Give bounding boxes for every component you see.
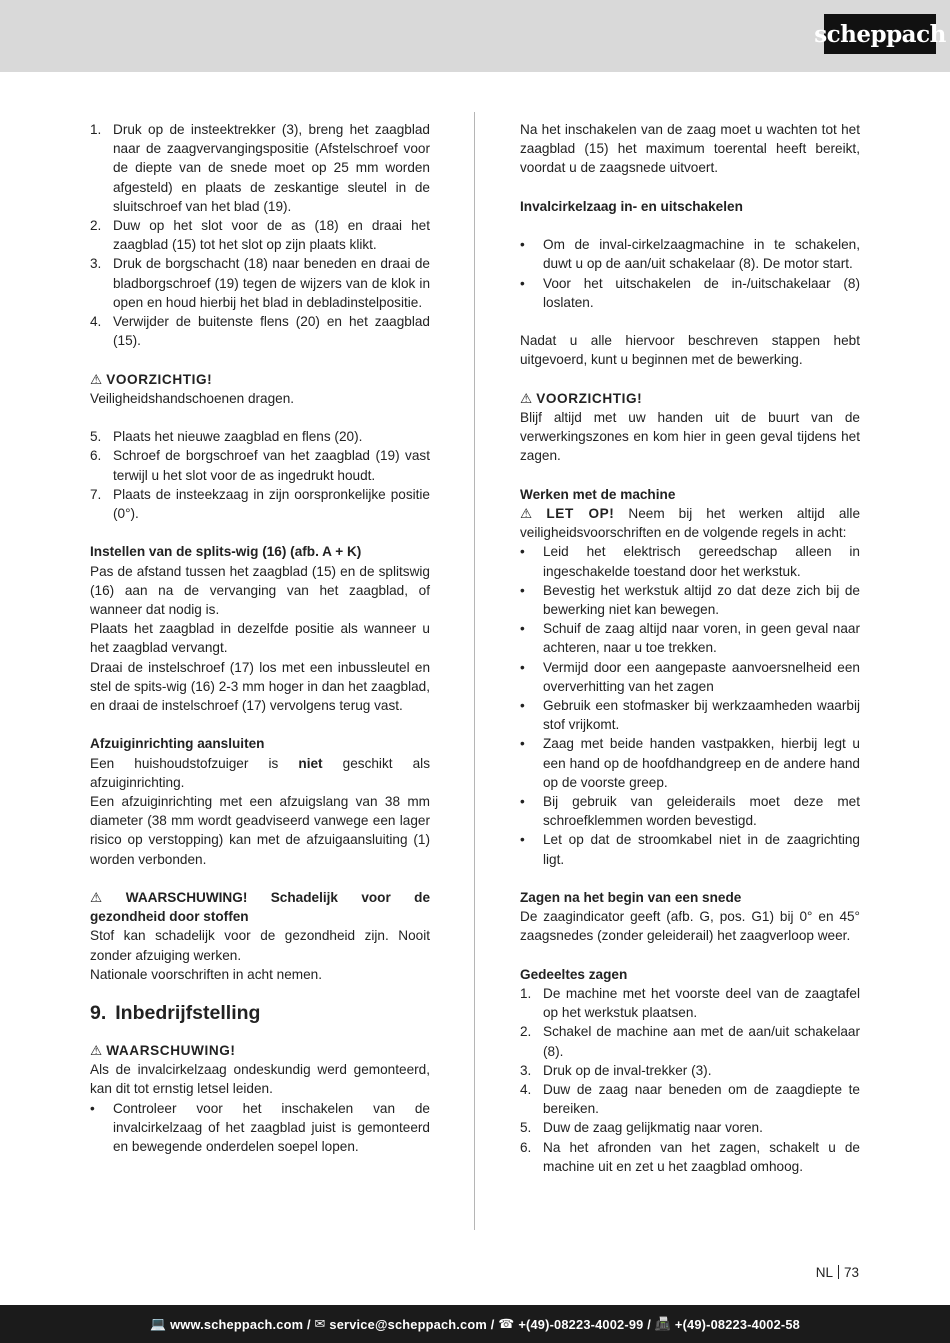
warning-heading: ⚠ WAARSCHUWING! [90, 1043, 236, 1059]
caution-text: Blijf altijd met uw handen uit de buurt van de verwerkingszones en kom hier in geen geval tijdens het zagen. [520, 409, 860, 464]
list-item: 1. De machine met het voorste deel van de zaagtafel op het werkstuk plaatsen. [520, 986, 860, 1021]
computer-icon: 💻 [150, 1316, 167, 1331]
list-item: 5. Plaats het nieuwe zaagblad en flens (20). [90, 429, 363, 445]
list-item: • Controleer voor het inschakelen van de invalcirkelzaag of het zaagblad juist is gemonteerd en bewegende onderdelen soepel lopen. [90, 1100, 430, 1155]
blade-mount-steps [90, 427, 430, 523]
caution-text: Veiligheidshandschoenen dragen. [90, 390, 295, 406]
caution-heading: ⚠ VOORZICHTIG! [520, 390, 643, 406]
list-item: • Leid het elektrisch gereedschap alleen in ingeschakelde toestand door het werkstuk. [520, 544, 860, 579]
section-heading: Afzuiginrichting aansluiten [90, 736, 265, 752]
list-item: • Voor het uitschakelen de in-/uitschakelaar (8) loslaten. [520, 275, 860, 310]
scheppach-logo: scheppach [824, 14, 936, 54]
list-item: 7. Plaats de insteekzaag in zijn oorspronkelijke positie (0°). [90, 486, 430, 522]
list-item: 4. Duw de zaag naar beneden om de zaagdiepte te bereiken. [520, 1082, 860, 1117]
list-item: • Vermijd door een aangepaste aanvoersnelheid een oververhitting van het zagen [520, 659, 860, 694]
fax-number: +(49)-08223-4002-58 [674, 1316, 800, 1332]
section-heading: Invalcirkelzaag in- en uitschakelen [520, 198, 743, 214]
warning-triangle-icon: ⚠ [90, 1043, 103, 1059]
list-item: • Schuif de zaag altijd naar voren, in geen geval naar achteren, naar u toe trekken. [520, 621, 860, 656]
header-bar [0, 0, 950, 72]
left-column [90, 120, 430, 1156]
phone-icon: ☎ [498, 1316, 515, 1331]
blade-change-steps [90, 120, 430, 350]
page-number: NL 73 [815, 1265, 859, 1280]
warning-triangle-icon: ⚠ [520, 390, 533, 406]
paragraph: Nadat u alle hiervoor beschreven stappen hebt uitgevoerd, kunt u beginnen met de bewerking. [520, 333, 860, 368]
list-item: 3. Druk de borgschacht (18) naar beneden en draai de bladborgschroef (19) tegen de wijzers van de klok in open en houd hierbij het blad in debladinstelpositie. [90, 256, 430, 310]
chapter-heading: 9. Inbedrijfstelling [90, 1002, 261, 1025]
list-item: 5. Duw de zaag gelijkmatig naar voren. [520, 1120, 763, 1136]
list-item: 3. Druk op de inval-trekker (3). [520, 1062, 712, 1078]
paragraph: Een huishoudstofzuiger is niet geschikt als afzuiginrichting. [90, 755, 430, 790]
bullet-list [520, 542, 860, 868]
cutting-steps [520, 984, 860, 1176]
email-link[interactable]: service@scheppach.com / [329, 1316, 495, 1332]
list-item: • Bij gebruik van geleiderails moet deze met schroefklemmen worden bevestigd. [520, 794, 860, 829]
phone-number: +(49)-08223-4002-99 / [518, 1316, 651, 1332]
paragraph: De zaagindicator geeft (afb. G, pos. G1) bij 0° en 45° zaagsnedes (zonder geleiderail) het zaagverloop weer. [520, 909, 860, 944]
list-item: • Om de inval-cirkelzaagmachine in te schakelen, duwt u op de aan/uit schakelaar (8). De motor start. [520, 237, 860, 272]
list-item: 6. Schroef de borgschroef van het zaagblad (19) vast terwijl u het slot voor de as ingedrukt houdt. [90, 448, 430, 483]
warning-triangle-icon: ⚠ [90, 890, 122, 906]
separator [838, 1265, 839, 1279]
list-item: • Gebruik een stofmasker bij werkzaamheden waarbij stof vrijkomt. [520, 698, 860, 733]
list-item: • Let op dat de stroomkabel niet in de zaagrichting ligt. [520, 832, 860, 867]
bullet-list [520, 235, 860, 312]
list-item: • Zaag met beide handen vastpakken, hierbij legt u een hand op de hoofdhandgreep en de andere hand op de voorste greep. [520, 736, 860, 790]
website-link[interactable]: www.scheppach.com / [170, 1316, 311, 1332]
paragraph: Nationale voorschriften in acht nemen. [90, 966, 322, 982]
section-heading: Gedeeltes zagen [520, 966, 628, 982]
warning-heading: ⚠ WAARSCHUWING! Schadelijk voor de gezondheid door stoffen [90, 890, 430, 925]
list-item: 2. Schakel de machine aan met de aan/uit schakelaar (8). [520, 1024, 860, 1059]
paragraph: Plaats het zaagblad in dezelfde positie als wanneer u het zaagblad vervangt. [90, 621, 430, 656]
paragraph: Als de invalcirkelzaag ondeskundig werd gemonteerd, kan dit tot ernstig letsel leiden. [90, 1062, 430, 1097]
right-column [520, 120, 860, 1176]
bullet-list [90, 1099, 430, 1157]
caution-heading: ⚠ VOORZICHTIG! [90, 371, 213, 387]
section-heading: Instellen van de splits-wig (16) (afb. A + K) [90, 544, 362, 560]
column-divider [474, 112, 475, 1230]
list-item: 6. Na het afronden van het zagen, schakelt u de machine uit en zet u het zaagblad omhoog. [520, 1139, 860, 1174]
list-item: 1. Druk op de insteektrekker (3), breng het zaagblad naar de zaagvervangingspositie (Afstelschroef voor de diepte van de snede moet op 25 mm worden afgesteld) en plaats de zeskantige sleutel in de sluitschroef van het blad (19). [90, 122, 430, 214]
paragraph: Draai de instelschroef (17) los met een inbussleutel en stel de spits-wig (16) 2-3 mm hoger in dan het zaagblad, en draai de instelschroef (17) vervolgens terug vast. [90, 659, 430, 714]
section-heading: Werken met de machine [520, 486, 676, 502]
list-item: 4. Verwijder de buitenste flens (20) en het zaagblad (15). [90, 314, 430, 349]
paragraph: Een afzuiginrichting met een afzuigslang van 38 mm diameter (38 mm wordt geadviseerd vanwege een lager risico op verstopping) kan met de afzuigaansluiting (1) worden verbonden. [90, 794, 430, 867]
envelope-icon: ✉ [314, 1316, 326, 1331]
fax-icon: 📠 [654, 1316, 671, 1331]
list-item: • Bevestig het werkstuk altijd zo dat deze zich bij de bewerking niet kan bewegen. [520, 582, 860, 617]
paragraph: Pas de afstand tussen het zaagblad (15) en de splitswig (16) aan na de vervanging van het zaagblad, of wanneer dat nodig is. [90, 563, 430, 618]
paragraph: Na het inschakelen van de zaag moet u wachten tot het zaagblad (15) het maximum toerental heeft bereikt, voordat u de zaagsnede uitvoert. [520, 122, 860, 176]
footer-bar [0, 1305, 950, 1343]
warning-triangle-icon: ⚠ [90, 371, 103, 387]
attention-paragraph: ⚠ LET OP! Neem bij het werken altijd alle veiligheidsvoorschriften en de volgende regels in acht: [520, 505, 860, 541]
list-item: 2. Duw op het slot voor de as (18) en draai het zaagblad (15) tot het slot op zijn plaats klikt. [90, 218, 430, 253]
section-heading: Zagen na het begin van een snede [520, 890, 742, 906]
warning-triangle-icon: ⚠ [520, 505, 543, 521]
paragraph: Stof kan schadelijk voor de gezondheid zijn. Nooit zonder afzuiging werken. [90, 928, 430, 963]
